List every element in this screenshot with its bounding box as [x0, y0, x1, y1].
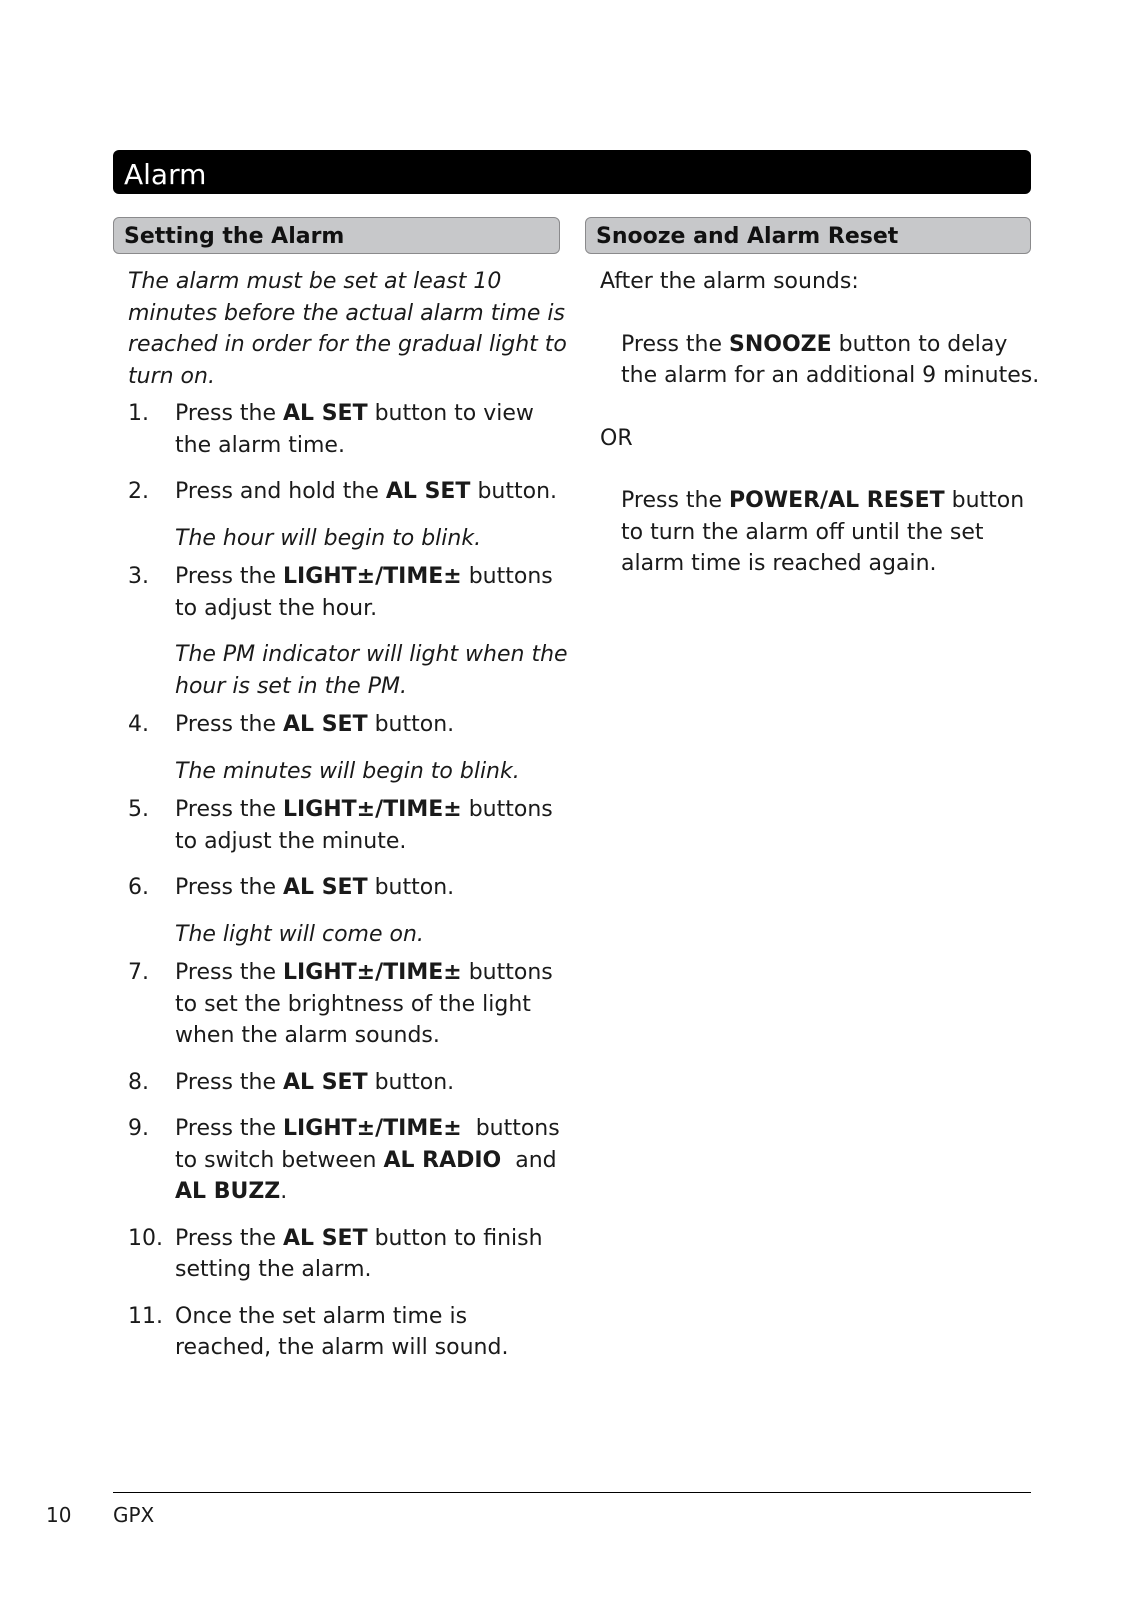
list-item: 7. Press the LIGHT±/TIME± buttons to set the brightness of the light when the alarm sounds. — [128, 960, 553, 1048]
footer-divider — [113, 1492, 1031, 1493]
step-note: The light will come on. — [175, 921, 424, 947]
or-separator: OR — [600, 425, 633, 451]
snooze-reset-column — [600, 266, 1040, 580]
snooze-instruction: Press the SNOOZE button to delay the alarm for an additional 9 minutes. — [621, 331, 1040, 388]
steps-list — [128, 398, 568, 1364]
list-item: 6. Press the AL SET button. The light will come on. — [128, 872, 568, 950]
list-item: 4. Press the AL SET button. The minutes will begin to blink. — [128, 709, 568, 787]
step-note: The hour will begin to blink. — [175, 525, 482, 551]
section-heading-snooze-reset: Snooze and Alarm Reset — [585, 217, 1031, 254]
step-note: The minutes will begin to blink. — [175, 758, 520, 784]
footer-brand: GPX — [113, 1503, 155, 1527]
list-item: 2. Press and hold the AL SET button. The hour will begin to blink. — [128, 476, 568, 554]
page-title: Alarm — [113, 150, 1031, 194]
list-item: 8. Press the AL SET button. — [128, 1069, 455, 1095]
intro-note: The alarm must be set at least 10 minutes before the actual alarm time is reached in order for the gradual light to turn on. — [128, 269, 567, 389]
list-item: 9. Press the LIGHT±/TIME± buttons to switch between AL RADIO and AL BUZZ. — [128, 1116, 567, 1204]
snooze-intro: After the alarm sounds: — [600, 269, 859, 294]
list-item: 5. Press the LIGHT±/TIME± buttons to adjust the minute. — [128, 797, 553, 854]
list-item: 10. Press the AL SET button to finish setting the alarm. — [128, 1225, 543, 1282]
page-number: 10 — [46, 1503, 72, 1527]
setting-alarm-column — [128, 266, 568, 1364]
list-item: 1. Press the AL SET button to view the alarm time. — [128, 401, 534, 458]
reset-instruction: Press the POWER/AL RESET button to turn the alarm off until the set alarm time is reached again. — [621, 488, 1025, 576]
list-item: 11. Once the set alarm time is reached, the alarm will sound. — [128, 1303, 509, 1360]
step-note: The PM indicator will light when the hour is set in the PM. — [175, 642, 568, 699]
section-heading-setting-alarm: Setting the Alarm — [113, 217, 560, 254]
list-item: 3. Press the LIGHT±/TIME± buttons to adjust the hour. The PM indicator will light when the hour is set in the PM. — [128, 561, 568, 702]
